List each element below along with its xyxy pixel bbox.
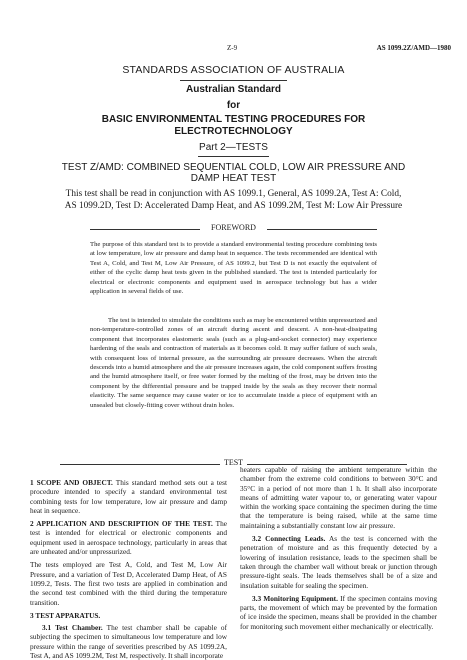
section-3-1: [30, 623, 227, 660]
test-title-line-2: DAMP HEAT TEST: [190, 173, 277, 184]
part-rule: [198, 156, 269, 157]
document-reference: AS 1099.2Z/AMD—1980: [376, 44, 451, 52]
section-2-text: The test is intended for electrical or electronic components and equipment used in aerospace technology, particularly in areas that are unheated and/or unpressurized.: [30, 519, 227, 557]
section-1-heading: 1 SCOPE AND OBJECT.: [30, 478, 113, 487]
page-header: [0, 44, 467, 56]
foreword-paragraph-2: The test is intended to simulate the conditions such as may be encountered within unpressurized and non-temperature-controlled zones of an aircraft during ascent and descent. A non-heat-dissipating component that incorporates elastomeric seals (such as a plug-and-socket connector) may experience hardening of the seals and contraction of materials as it becomes cold. It may suffer failure of such seals, with consequent loss of internal pressure, as the surrounding air pressure decreases. When the aircraft descends into a humid atmosphere and the air pressure increases again, the cold component suffers frosting and the humid atmosphere itself, or free water formed by the melting of the frost, may be driven into the component by the differential pressure and be trapped inside by the seals as they recover their normal elasticity. The same sequence may cause water or ice to accumulate inside a piece of equipment with an unsealed but closely-fitting cover without drain holes.: [90, 317, 377, 409]
test-rule-left: [60, 464, 220, 465]
test-right-column: [240, 465, 437, 631]
title-rule: [180, 80, 287, 81]
foreword-rule-right: [267, 229, 377, 230]
foreword-heading: FOREWORD: [211, 223, 256, 232]
organization-name: STANDARDS ASSOCIATION OF AUSTRALIA: [122, 64, 345, 76]
section-3-3-heading: 3.3 Monitoring Equipment.: [252, 593, 338, 603]
foreword-paragraph-1: The purpose of this standard test is to provide a standard environmental testing procedure combining tests at low temperature, low air pressure and damp heat in sequence. The tests recommended are identical with Test A, Cold, and Test M, Low Air Pressure, of AS 1099.2, but Test D is not exactly the equivalent of either of the cyclic damp heat tests given in the published standard. The test is intended particularly for electrical or electronic components and equipment used in aerospace technology but has a wider application in several fields of use.: [90, 241, 377, 296]
section-3-2-text: As the test is concerned with the penetration of moisture and as this frequently detected by a lowering of insulation resistance, leads to the specimen shall be taken through the chamber wall without break or junction through pressure-tight seals. The leads themselves shall be of a size and insulation suitable for sealing the specimen.: [240, 534, 437, 590]
section-2-heading: 2 APPLICATION AND DESCRIPTION OF THE TEST.: [30, 519, 213, 529]
section-3-1-heading: 3.1 Test Chamber.: [42, 623, 103, 633]
page-number: Z-9: [227, 44, 238, 52]
section-3-3-text: If the specimen contains moving parts, the movement of which may be prevented by the formation of ice inside the specimen, means shall be provided in the chamber for monitoring such movement either mechanically or electrically.: [240, 593, 437, 631]
main-title-line-2: ELECTROTECHNOLOGY: [174, 126, 293, 137]
section-3-heading: 3 TEST APPARATUS.: [30, 610, 101, 620]
section-3-3: [240, 594, 437, 631]
section-3-2-heading: 3.2 Connecting Leads.: [252, 534, 326, 544]
part-title: Part 2—TESTS: [199, 142, 268, 153]
test-heading: TEST: [223, 458, 244, 467]
test-title-line-1: TEST Z/AMD: COMBINED SEQUENTIAL COLD, LOW AIR PRESSURE AND: [61, 162, 406, 173]
section-3-1-continued: heaters capable of raising the ambient temperature within the chamber from the extreme cold conditions to between 30°C and 35°C in a period of not more than 1 h. It shall also incorporate means of admitting water vapour to, or generating water vapour within the working space containing the specimen during the time that the temperature is being raised, while at the same time maintaining a substantially constant low air pressure.: [240, 465, 437, 530]
australian-standard-line: Australian Standard: [185, 84, 282, 95]
read-with-line-2: AS 1099.2D, Test D: Accelerated Damp Heat, and AS 1099.2M, Test M: Low Air Pressure: [64, 201, 403, 211]
read-with-line-1: This test shall be read in conjunction with AS 1099.1, General, AS 1099.2A, Test A: Cold,: [65, 189, 402, 199]
section-1: [30, 478, 227, 515]
section-1-text: This standard method sets out a test procedure intended to specify a standard environmental test combining tests for low temperature, low air pressure and damp heat in sequence.: [30, 478, 227, 515]
section-2: [30, 519, 227, 556]
section-3-2: [240, 534, 437, 590]
section-2-paragraph-2: The tests employed are Test A, Cold, and Test M, Low Air Pressure, and a variation of Test D, Accelerated Damp Heat, of AS 1099.2, Tests. The first two tests are applied in combination and the second test combined with the third during the temperature transition.: [30, 560, 227, 607]
test-left-column: [30, 478, 227, 660]
for-line: for: [226, 100, 241, 111]
section-3-1-text: The test chamber shall be capable of subjecting the specimen to simultaneous low temperature and low pressure within the range of severities prescribed by AS 1099.2A, Test A, and AS 1099.2M, Test M, respectively. It shall incorporate: [30, 623, 228, 660]
main-title-line-1: BASIC ENVIRONMENTAL TESTING PROCEDURES FOR: [101, 114, 366, 125]
foreword-rule-left: [90, 229, 200, 230]
